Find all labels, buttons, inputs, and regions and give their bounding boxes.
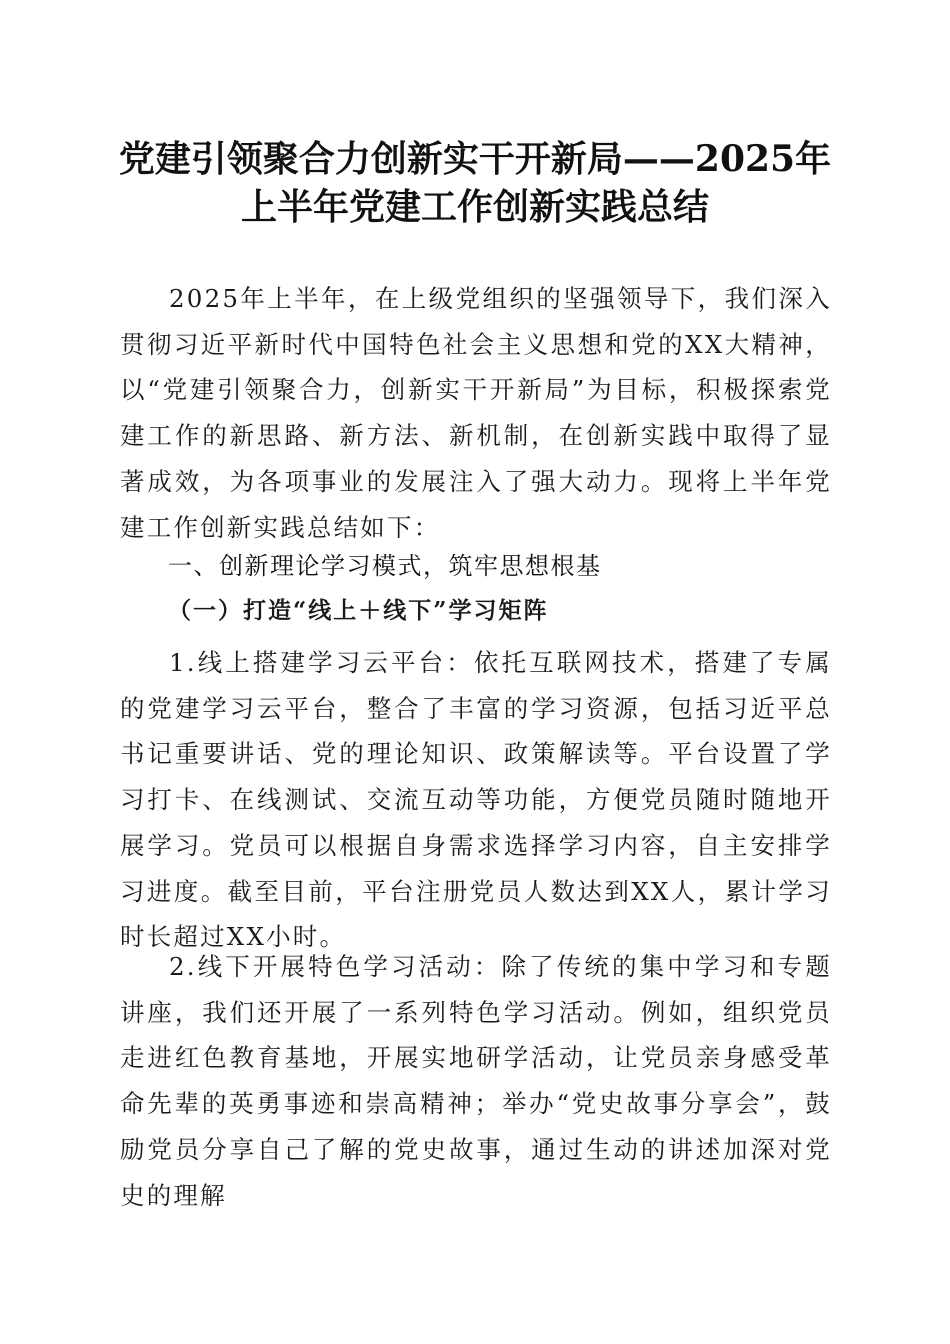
section-heading-1: 一、创新理论学习模式，筑牢思想根基 xyxy=(168,552,602,580)
subsection-heading-1: （一）打造“线上＋线下”学习矩阵 xyxy=(168,597,549,624)
document-title-line-1: 党建引领聚合力创新实干开新局——2025年 xyxy=(118,138,832,180)
document-title-line-2: 上半年党建工作创新实践总结 xyxy=(240,186,709,228)
item-paragraph-1: 1.线上搭建学习云平台：依托互联网技术，搭建了专属的党建学习云平台，整合了丰富的学习资源，包括习近平总书记重要讲话、党的理论知识、政策解读等。平台设置了学习打卡、在线测试、交流互动等功能，方便党员随时随地开展学习。党员可以根据自身需求选择学习内容，自主安排学习进度。截至目前，平台注册党员人数达到XX人，累计学习时长超过XX小时。 xyxy=(120,648,832,952)
intro-paragraph: 2025年上半年，在上级党组织的坚强领导下，我们深入贯彻习近平新时代中国特色社会主义思想和党的XX大精神，以“党建引领聚合力，创新实干开新局”为目标，积极探索党建工作的新思路、新方法、新机制，在创新实践中取得了显著成效，为各项事业的发展注入了强大动力。现将上半年党建工作创新实践总结如下： xyxy=(120,284,832,542)
item-paragraph-2: 2.线下开展特色学习活动：除了传统的集中学习和专题讲座，我们还开展了一系列特色学习活动。例如，组织党员走进红色教育基地，开展实地研学活动，让党员亲身感受革命先辈的英勇事迹和崇高精神；举办“党史故事分享会”，鼓励党员分享自己了解的党史故事，通过生动的讲述加深对党史的理解 xyxy=(120,952,832,1210)
